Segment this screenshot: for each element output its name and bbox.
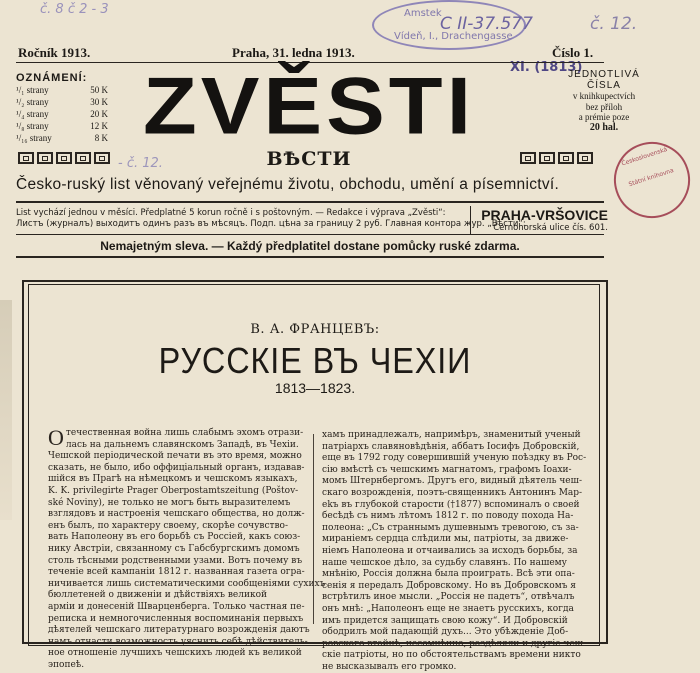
stamp-oval-line2: Vídeň, I., Drachengasse bbox=[394, 31, 513, 42]
article-line: хамъ принадлежалъ, напримѣръ, знаменитый ученый bbox=[322, 430, 581, 440]
article-line: течественная война лишь слабымъ эхомъ отрази- bbox=[65, 428, 304, 438]
article-line: бюллетеней о движеніи и дѣйствіяхъ великой bbox=[48, 590, 268, 601]
editorial-address: PRAHA-VRŠOVICE Černohorská ulice čís. 601. bbox=[481, 207, 608, 233]
rate-row: ¹/₄ strany 20 K bbox=[16, 109, 108, 119]
rate-row: ¹/₁₆ strany 8 K bbox=[16, 133, 108, 143]
handwritten-issue-number-mid: - č. 12. bbox=[118, 156, 163, 171]
masthead-russian-title: ВѢСТИ bbox=[266, 148, 352, 170]
page-edge-shadow bbox=[0, 300, 12, 520]
article-line: лась на дальнемъ славянскомъ Западѣ, въ Чехіи. bbox=[65, 439, 299, 450]
article-line: шійся въ Прагѣ на нѣмецкомъ и чешскомъ языкахъ, bbox=[48, 474, 298, 485]
article-line: встрѣтилъ иное мысли. „Россія не падетъ“, отвѣчалъ bbox=[322, 592, 575, 603]
article-line: полеона: „Съ страннымъ душевнымъ тревогою, съ за- bbox=[322, 522, 579, 533]
article-dates: 1813—1823. bbox=[274, 380, 356, 396]
article-title: РУССКІЕ ВЪ ЧЕХІИ bbox=[158, 340, 472, 381]
article-column-left bbox=[48, 425, 326, 670]
article-line: скіе патріоты, но по обстоятельствамъ времени никто bbox=[322, 650, 581, 661]
article-line: ské Noviny), не только не могъ быть выразителемъ bbox=[48, 497, 291, 508]
article-line: ободрилъ мой падающій духъ... Это убѣжденіе Доб- bbox=[322, 627, 569, 638]
advertising-rates bbox=[16, 72, 108, 144]
article-line: бесѣдѣ съ нимъ лѣтомъ 1812 г. по поводу похода На- bbox=[322, 511, 574, 522]
article-line: арміи и донесеній Шварценберга. Только частная пе- bbox=[48, 601, 305, 612]
article-line: дѣятелей чешскаго литературнаго возрожденія даютъ bbox=[48, 625, 310, 636]
archive-subnumber: XI. (1813) bbox=[510, 60, 583, 75]
article-line: намъ отчасти возможность уяснить себѣ дѣйствитель- bbox=[48, 636, 308, 647]
article-line: скаго возрожденія, поэтъ-священникъ Антонинъ Мар- bbox=[322, 487, 583, 498]
masthead-title: ZVĚSTI bbox=[142, 60, 476, 152]
article-line: не высказывалъ его громко. bbox=[322, 661, 457, 672]
volume-label: Ročník 1913. bbox=[18, 45, 91, 60]
article-line: еще въ 1792 году совершившій ученую поѣздку въ Рос- bbox=[322, 453, 587, 464]
publication-info: List vychází jednou v měsíci. Předplatné 5 korun ročně i s poštovným. — Redakce i výprava „Zvěsti“: Листъ (журналъ) выходитъ одинъ разъ въ мѣсяцъ. Подп. цѣна за границу 2 руб. Главная контора жур. „Вѣсти“: bbox=[16, 208, 526, 229]
article-author: В. А. ФРАНЦЕВЪ: bbox=[250, 322, 380, 337]
rate-row: ¹/₁ strany 50 K bbox=[16, 85, 108, 95]
stamp-oval-line1: Amstek bbox=[404, 8, 442, 19]
article-line: ровскаго втайнѣ, несомнѣнно, раздѣляли и другіе чеш- bbox=[322, 638, 587, 649]
ornament-right bbox=[520, 152, 593, 164]
rate-row: ¹/₈ strany 12 K bbox=[16, 121, 108, 131]
archive-number: C II-37.577 bbox=[440, 14, 533, 34]
column-divider bbox=[313, 434, 314, 624]
article-line: енъ былъ, по характеру своему, скорѣе сочувство- bbox=[48, 520, 288, 531]
article-line: патріархъ славяновѣдѣнія, аббатъ Іосифъ Добровскій, bbox=[322, 441, 580, 452]
advertising-title: OZNÁMENÍ: bbox=[16, 72, 88, 84]
article-line: сію вмѣстѣ съ чешскимъ магнатомъ, графомъ Іоахи- bbox=[322, 464, 572, 475]
masthead-tagline: Česko-ruský list věnovaný veřejnému životu, obchodu, umění a písemnictví. bbox=[16, 176, 560, 193]
article-line: нику Австріи, связанному съ Габсбургскимъ домомъ bbox=[48, 543, 300, 554]
article-line: мираніемъ сердца слѣдили мы, патріоты, за движе- bbox=[322, 534, 569, 545]
date-place-label: Praha, 31. ledna 1913. bbox=[232, 45, 355, 60]
article-line: K. K. privilegirte Prager Oberpostamtszeitung (Poštov- bbox=[48, 485, 299, 496]
article-line: ekъ въ глубокой старости (†1877) вспоминалъ о своей bbox=[322, 499, 580, 510]
article-line: сенія я передалъ Добровскому. Но въ Добровскомъ я bbox=[322, 580, 576, 591]
info-divider bbox=[470, 206, 471, 234]
round-library-stamp bbox=[604, 132, 700, 228]
round-stamp-line2: Státní knihovna bbox=[627, 167, 675, 189]
notice-rule bbox=[16, 256, 604, 258]
article-line: мнѣнію, Россія должна была проиграть. Всѣ эти опа- bbox=[322, 569, 575, 580]
article-line: момъ Штернбергомъ. Другъ его, видный дѣятель чеш- bbox=[322, 476, 583, 487]
tagline-rule bbox=[16, 201, 604, 203]
ornament-left bbox=[18, 152, 110, 164]
round-stamp-line1: Československá bbox=[620, 146, 669, 168]
single-copy-price: JEDNOTLIVÁ ČÍSLA v knihkupectvích bez příloh a prémie poze 20 hal. bbox=[568, 69, 640, 133]
article-line: эпопеѣ. bbox=[48, 659, 85, 670]
article-line: онъ мнѣ: „Наполеонъ еще не знаетъ русскихъ, когда bbox=[322, 603, 574, 614]
article-line: Чешской періодической печати въ это время, можно bbox=[48, 451, 302, 462]
handwritten-note-top-left: č. 8 č 2 - 3 bbox=[40, 2, 109, 17]
article-line: теченіе всей кампаніи 1812 г. названная газета огра- bbox=[48, 567, 305, 578]
article-line: реписка и немногочисленныя воспоминанія первыхъ bbox=[48, 613, 304, 624]
article-line: имъ придется защищать свою кожу“. И Добровскій bbox=[322, 615, 568, 626]
article-line: ное отношеніе лучшихъ чешскихъ людей къ великой bbox=[48, 648, 302, 659]
drop-cap: О bbox=[48, 425, 64, 450]
article-column-right bbox=[322, 430, 587, 672]
article-line: вать Наполеону въ его борьбѣ съ Россіей, какъ союз- bbox=[48, 532, 301, 543]
article-line: наше чешское дѣло, за судьбу славянъ. По нашему bbox=[322, 557, 567, 568]
subscription-notice: Nemajetným sleva. — Každý předplatitel dostane pomůcky ruské zdarma. bbox=[100, 239, 520, 253]
article-line: ничивается лишь систематическими сообщеніями сухихъ bbox=[48, 578, 326, 589]
handwritten-issue-number-top: č. 12. bbox=[590, 14, 638, 34]
article-line: столь тѣсными родственными узами. Вотъ почему въ bbox=[48, 555, 303, 566]
article-line: ніемъ Наполеона и отчаивались за исходъ борьбы, за bbox=[322, 545, 578, 556]
issue-label: Číslo 1. bbox=[552, 45, 594, 60]
article-line: взглядовъ и настроенія чешскаго общества, но долж- bbox=[48, 509, 305, 520]
info-rule bbox=[16, 234, 604, 235]
article-line: сказать, не было, ибо оффиціальный органъ, издавав- bbox=[48, 462, 305, 473]
rate-row: ¹/₂ strany 30 K bbox=[16, 97, 108, 107]
